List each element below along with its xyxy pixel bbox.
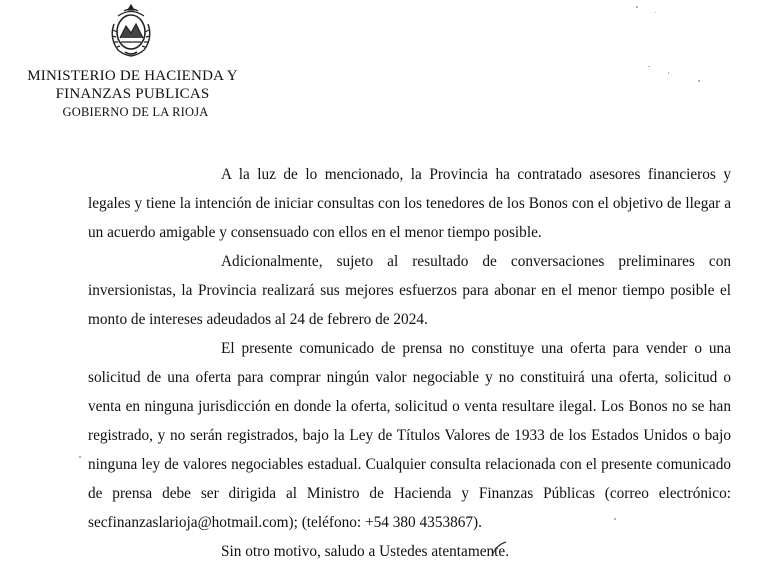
paragraph-disclaimer: El presente comunicado de prensa no constituye una oferta para vender o una solicitud de una oferta para comprar ningún valor negociable y no constituirá una oferta, solicitud o venta en ninguna jurisdicción en donde la oferta, solicitud o venta resultare ilegal. Los Bonos no se han registrado, y no serán registrados, bajo la Ley de Títulos Valores de 1933 de los Estados Unidos o bajo ninguna ley de valores negociables estadual. Cualquier consulta relacionada con el presente comunicado de prensa debe ser dirigida al Ministro de Hacienda y Finanzas Públicas (correo electrónico: secfinanzaslarioja@hotmail.com); (teléfono: +54 380 4353867).: [88, 340, 731, 531]
paragraph-advisors: A la luz de lo mencionado, la Provincia ha contratado asesores financieros y legales y tiene la intención de iniciar consultas con los tenedores de los Bonos con el objetivo de llegar a un acuerdo amigable y consensuado con ellos en el menor tiempo posible.: [88, 166, 731, 241]
scan-speck: [79, 456, 81, 458]
scan-speck: [614, 518, 616, 520]
scan-speck: [636, 6, 638, 8]
scan-speck: [655, 12, 656, 13]
coat-of-arms-icon: [108, 2, 154, 58]
scan-speck: [698, 80, 700, 82]
government-name: GOBIERNO DE LA RIOJA: [62, 105, 209, 119]
ministry-name-line1: MINISTERIO DE HACIENDA Y: [27, 68, 238, 84]
letter-body: [88, 160, 731, 566]
signature-stroke: [488, 541, 510, 557]
paragraph-interest-payment: Adicionalmente, sujeto al resultado de conversaciones preliminares con inversionistas, la Provincia realizará sus mejores esfuerzos para abonar en el menor tiempo posible el monto de intereses adeudados al 24 de febrero de 2024.: [88, 253, 731, 328]
scan-speck: [648, 66, 650, 67]
scan-speck: [668, 72, 669, 74]
closing-salutation: Sin otro motivo, saludo a Ustedes atentamente.: [221, 543, 510, 560]
ministry-name-line2: FINANZAS PUBLICAS: [55, 86, 210, 102]
